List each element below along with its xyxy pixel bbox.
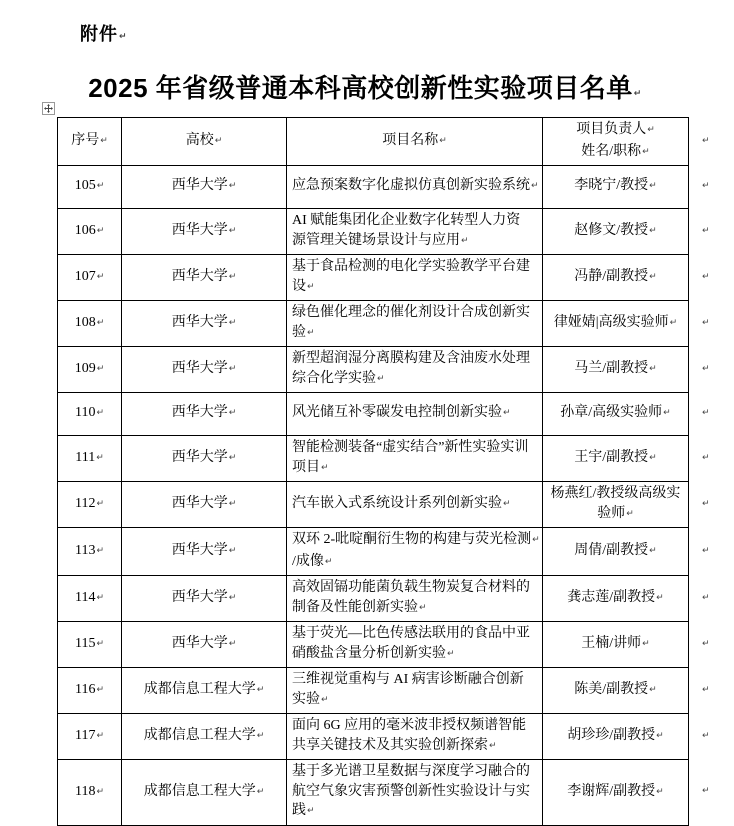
cell-project-name: 风光储互补零碳发电控制创新实验↵	[287, 393, 543, 436]
cell-university: 成都信息工程大学↵	[122, 714, 287, 760]
table-header-row	[58, 118, 689, 166]
cell-project-name: 新型超润湿分离膜构建及含油废水处理 综合化学实验↵	[287, 347, 543, 393]
cell-project-name: 双环 2-吡啶酮衍生物的构建与荧光检测↵ /成像↵	[287, 528, 543, 576]
end-of-row-mark: ↵	[702, 730, 710, 741]
page-title: 2025 年省级普通本科高校创新性实验项目名单↵	[88, 73, 642, 103]
cell-project-name: 三维视觉重构与 AI 病害诊断融合创新 实验↵	[287, 668, 543, 714]
cell-project-name: 绿色催化理念的催化剂设计合成创新实 验↵	[287, 301, 543, 347]
table-row	[58, 622, 689, 668]
cell-university: 成都信息工程大学↵	[122, 668, 287, 714]
end-of-row-mark: ↵	[702, 498, 710, 509]
table-row	[58, 760, 689, 826]
cell-university: 西华大学↵	[122, 576, 287, 622]
cell-index: 115↵	[58, 622, 122, 668]
table-row	[58, 668, 689, 714]
cell-project-name: 面向 6G 应用的毫米波非授权频谱智能 共享关键技术及其实验创新探索↵	[287, 714, 543, 760]
table-row	[58, 209, 689, 255]
cell-leader: 李晓宁/教授↵	[543, 166, 689, 209]
table-row	[58, 166, 689, 209]
table-move-handle[interactable]	[42, 102, 55, 115]
cell-university: 西华大学↵	[122, 166, 287, 209]
cell-project-name: 智能检测装备“虚实结合”新性实验实训 项目↵	[287, 436, 543, 482]
cell-project-name: 基于食品检测的电化学实验教学平台建 设↵	[287, 255, 543, 301]
cell-university: 西华大学↵	[122, 301, 287, 347]
header-cell-leader: 项目负责人↵ 姓名/职称↵	[543, 118, 689, 166]
end-of-row-mark: ↵	[702, 786, 710, 797]
table-row	[58, 255, 689, 301]
cell-university: 西华大学↵	[122, 482, 287, 528]
cell-leader: 冯静/副教授↵	[543, 255, 689, 301]
end-of-row-mark: ↵	[702, 225, 710, 236]
move-arrows-icon	[44, 104, 53, 113]
cell-index: 109↵	[58, 347, 122, 393]
cell-leader: 周倩/副教授↵	[543, 528, 689, 576]
end-of-row-mark: ↵	[702, 408, 710, 418]
end-of-row-mark: ↵	[702, 317, 710, 328]
cell-project-name: 应急预案数字化虚拟仿真创新实验系统↵	[287, 166, 543, 209]
header-cell-university: 高校↵	[122, 118, 287, 166]
cell-leader: 龚志莲/副教授↵	[543, 576, 689, 622]
end-of-row-mark: ↵	[702, 638, 710, 649]
cell-index: 108↵	[58, 301, 122, 347]
cell-index: 117↵	[58, 714, 122, 760]
cell-project-name: 基于多光谱卫星数据与深度学习融合的 航空气象灾害预警创新性实验设计与实 践↵	[287, 760, 543, 826]
cell-leader: 孙章/高级实验师↵	[543, 393, 689, 436]
cell-leader: 陈美/副教授↵	[543, 668, 689, 714]
cell-index: 113↵	[58, 528, 122, 576]
table-row	[58, 714, 689, 760]
cell-university: 西华大学↵	[122, 622, 287, 668]
table-row	[58, 347, 689, 393]
cell-index: 116↵	[58, 668, 122, 714]
cell-leader: 赵修文/教授↵	[543, 209, 689, 255]
header-cell-project-name: 项目名称↵	[287, 118, 543, 166]
cell-leader: 杨燕红/教授级高级实 验师↵	[543, 482, 689, 528]
end-of-row-mark: ↵	[702, 592, 710, 603]
end-of-row-mark: ↵	[702, 545, 710, 556]
cell-leader: 李谢辉/副教授↵	[543, 760, 689, 826]
cell-index: 118↵	[58, 760, 122, 826]
cell-university: 西华大学↵	[122, 528, 287, 576]
cell-index: 107↵	[58, 255, 122, 301]
cell-leader: 王楠/讲师↵	[543, 622, 689, 668]
cell-index: 114↵	[58, 576, 122, 622]
cell-university: 西华大学↵	[122, 436, 287, 482]
cell-leader: 马兰/副教授↵	[543, 347, 689, 393]
table-row	[58, 301, 689, 347]
cell-project-name: AI 赋能集团化企业数字化转型人力资 源管理关键场景设计与应用↵	[287, 209, 543, 255]
attachment-label: 附件↵	[80, 24, 128, 44]
table-row	[58, 528, 689, 576]
cell-leader: 王宇/副教授↵	[543, 436, 689, 482]
cell-project-name: 基于荧光—比色传感法联用的食品中亚 硝酸盐含量分析创新实验↵	[287, 622, 543, 668]
cell-index: 112↵	[58, 482, 122, 528]
cell-university: 西华大学↵	[122, 393, 287, 436]
table-row	[58, 482, 689, 528]
end-of-row-mark: ↵	[702, 452, 710, 463]
table-row	[58, 393, 689, 436]
cell-index: 105↵	[58, 166, 122, 209]
cell-university: 西华大学↵	[122, 209, 287, 255]
end-of-row-mark: ↵	[702, 363, 710, 374]
end-of-row-mark: ↵	[702, 181, 710, 191]
projects-table-container	[57, 117, 710, 826]
cell-leader: 律娅婧|高级实验师↵	[543, 301, 689, 347]
cell-index: 110↵	[58, 393, 122, 436]
cell-index: 106↵	[58, 209, 122, 255]
table-row	[58, 576, 689, 622]
table-row	[58, 436, 689, 482]
end-of-row-mark: ↵	[702, 271, 710, 282]
end-of-row-mark: ↵	[702, 684, 710, 695]
cell-index: 111↵	[58, 436, 122, 482]
end-of-row-mark: ↵	[702, 135, 710, 146]
cell-university: 西华大学↵	[122, 347, 287, 393]
cell-university: 西华大学↵	[122, 255, 287, 301]
projects-table	[57, 117, 689, 826]
cell-leader: 胡珍珍/副教授↵	[543, 714, 689, 760]
cell-project-name: 高效固镉功能菌负载生物炭复合材料的 制备及性能创新实验↵	[287, 576, 543, 622]
header-cell-index: 序号↵	[58, 118, 122, 166]
cell-project-name: 汽车嵌入式系统设计系列创新实验↵	[287, 482, 543, 528]
cell-university: 成都信息工程大学↵	[122, 760, 287, 826]
